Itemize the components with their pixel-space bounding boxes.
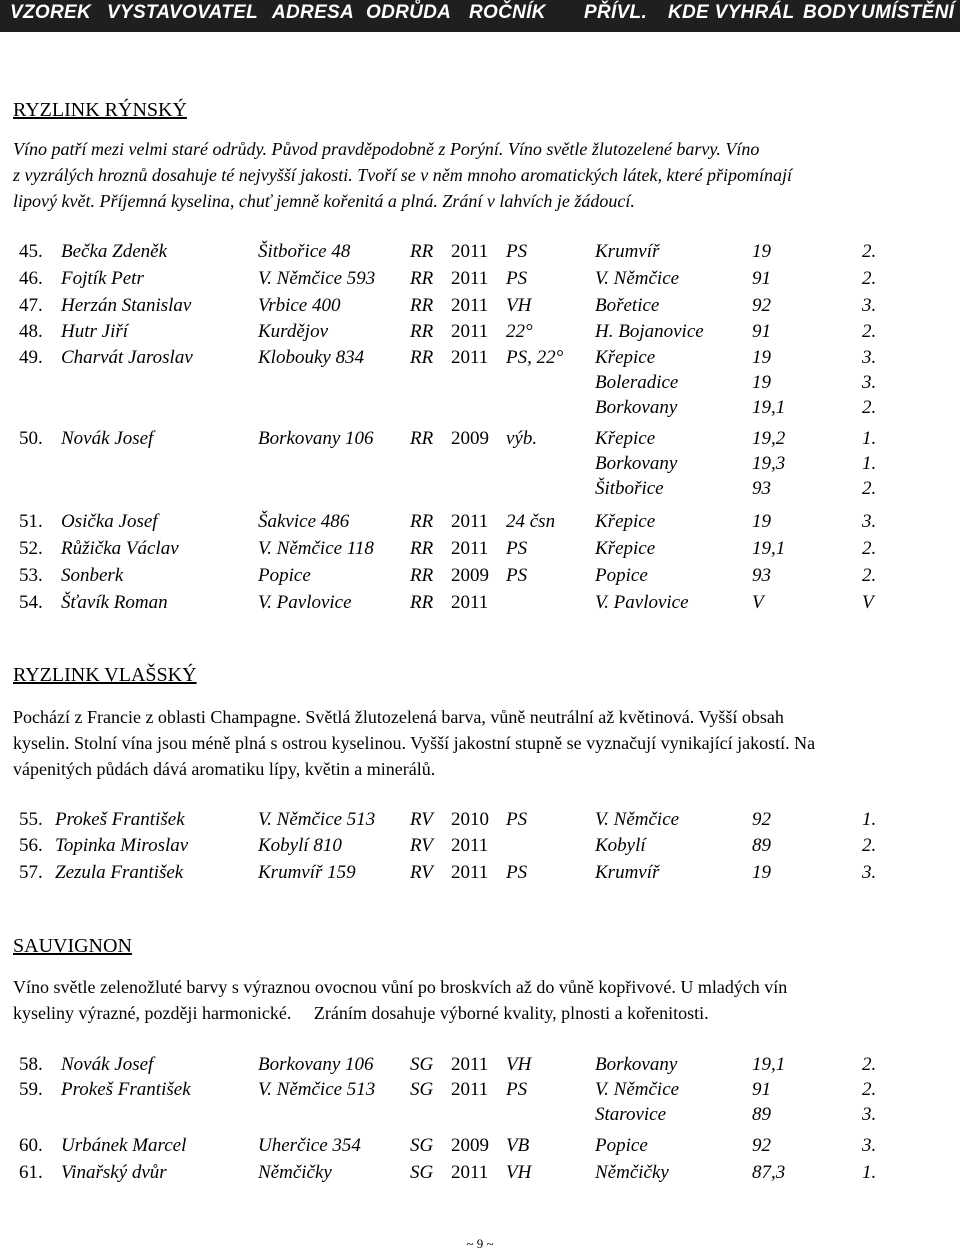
exhibitor-name: Osička Josef (61, 511, 158, 532)
points: 19,1 (752, 538, 786, 559)
points: 87,3 (752, 1162, 786, 1183)
placement: 1. (862, 428, 877, 449)
exhibitor-name: Novák Josef (61, 1054, 154, 1075)
placement: 1. (862, 809, 877, 830)
table-row (0, 372, 960, 398)
table-row (0, 592, 960, 618)
section-title-sauvignon: SAUVIGNON (13, 935, 132, 957)
table-row (0, 809, 960, 835)
exhibitor-address: V. Němčice 593 (258, 268, 376, 289)
table-row (0, 835, 960, 861)
section-description (13, 136, 943, 214)
variety-code: RR (410, 565, 434, 586)
variety-code: RR (410, 511, 434, 532)
wine-attribute: 22° (506, 321, 533, 342)
variety-code: SG (410, 1054, 434, 1075)
competition-location: Křepice (595, 428, 656, 449)
points: 19 (752, 241, 771, 262)
variety-code: RR (410, 268, 434, 289)
placement: 2. (862, 1079, 877, 1100)
competition-location: Borkovany (595, 1054, 678, 1075)
competition-location: Křepice (595, 347, 656, 368)
points: 91 (752, 321, 771, 342)
vintage-year: 2011 (451, 1162, 489, 1183)
competition-location: Němčičky (595, 1162, 669, 1183)
placement: 1. (862, 1162, 877, 1183)
exhibitor-address: V. Němčice 118 (258, 538, 374, 559)
placement: 3. (862, 295, 877, 316)
placement: 3. (862, 347, 877, 368)
entry-number: 54. (19, 592, 43, 613)
page-number: ~ 9 ~ (466, 1236, 494, 1251)
column-header-bar (0, 0, 960, 32)
placement: 3. (862, 1135, 877, 1156)
competition-location: V. Němčice (595, 268, 680, 289)
header-vzorek: VZOREK (10, 2, 91, 23)
competition-location: Šitbořice (595, 478, 664, 499)
table-row (0, 241, 960, 267)
exhibitor-name: Bečka Zdeněk (61, 241, 168, 262)
exhibitor-name: Zezula František (55, 862, 184, 883)
points: 89 (752, 835, 771, 856)
entry-number: 55. (19, 809, 43, 830)
variety-code: SG (410, 1162, 434, 1183)
section-title-ryzlink-rynsky: RYZLINK RÝNSKÝ (13, 99, 187, 121)
entry-number: 60. (19, 1135, 43, 1156)
exhibitor-address: Klobouky 834 (258, 347, 365, 368)
exhibitor-name: Prokeš František (61, 1079, 191, 1100)
competition-location: Starovice (595, 1104, 667, 1125)
description-line: lipový květ. Příjemná kyselina, chuť jemně kořenitá a plná. Zrání v lahvích je žádoucí. (13, 191, 635, 211)
exhibitor-name: Herzán Stanislav (61, 295, 192, 316)
variety-code: RV (410, 862, 433, 883)
table-row (0, 1104, 960, 1130)
exhibitor-name: Novák Josef (61, 428, 154, 449)
placement: 2. (862, 478, 877, 499)
section-description (13, 974, 943, 1026)
wine-attribute: PS, 22° (506, 347, 564, 368)
points: 92 (752, 809, 771, 830)
vintage-year: 2009 (451, 1135, 489, 1156)
vintage-year: 2011 (451, 268, 489, 289)
entry-number: 61. (19, 1162, 43, 1183)
exhibitor-name: Prokeš František (55, 809, 185, 830)
table-row (0, 862, 960, 888)
variety-code: RV (410, 809, 433, 830)
header-adresa: ADRESA (272, 2, 355, 23)
wine-attribute: VH (506, 295, 532, 316)
header-rocnik: ROČNÍK (469, 2, 546, 23)
exhibitor-address: Vrbice 400 (258, 295, 341, 316)
placement: 2. (862, 1054, 877, 1075)
variety-code: SG (410, 1079, 434, 1100)
vintage-year: 2011 (451, 347, 489, 368)
exhibitor-name: Sonberk (61, 565, 124, 586)
competition-location: V. Němčice (595, 809, 680, 830)
placement: 2. (862, 565, 877, 586)
exhibitor-address: V. Němčice 513 (258, 809, 376, 830)
competition-location: Borkovany (595, 397, 678, 418)
competition-location: Bořetice (595, 295, 660, 316)
placement: 2. (862, 538, 877, 559)
competition-location: Borkovany (595, 453, 678, 474)
table-row (0, 397, 960, 423)
table-row (0, 321, 960, 347)
exhibitor-name: Charvát Jaroslav (61, 347, 193, 368)
points: 19 (752, 372, 771, 393)
exhibitor-address: Kurdějov (258, 321, 329, 342)
vintage-year: 2010 (451, 809, 489, 830)
variety-code: RR (410, 241, 434, 262)
points: 19,1 (752, 397, 786, 418)
entry-number: 47. (19, 295, 43, 316)
table-row (0, 538, 960, 564)
variety-code: RR (410, 428, 434, 449)
competition-location: V. Pavlovice (595, 592, 689, 613)
vintage-year: 2011 (451, 511, 489, 532)
competition-location: Popice (595, 565, 648, 586)
wine-attribute: PS (506, 268, 528, 289)
exhibitor-name: Fojtík Petr (61, 268, 144, 289)
entry-number: 52. (19, 538, 43, 559)
points: 19,1 (752, 1054, 786, 1075)
vintage-year: 2011 (451, 241, 489, 262)
table-row (0, 1079, 960, 1105)
vintage-year: 2011 (451, 1079, 489, 1100)
points: 93 (752, 565, 771, 586)
exhibitor-address: Kobylí 810 (258, 835, 342, 856)
points: 92 (752, 1135, 771, 1156)
wine-attribute: VH (506, 1162, 532, 1183)
exhibitor-name: Šťavík Roman (61, 592, 168, 613)
table-row (0, 1135, 960, 1161)
points: 19,3 (752, 453, 786, 474)
wine-attribute: PS (506, 1079, 528, 1100)
placement: 3. (862, 862, 877, 883)
exhibitor-name: Vinařský dvůr (61, 1162, 167, 1183)
exhibitor-address: V. Němčice 513 (258, 1079, 376, 1100)
table-row (0, 347, 960, 373)
exhibitor-address: Popice (258, 565, 311, 586)
vintage-year: 2011 (451, 295, 489, 316)
variety-code: RR (410, 592, 434, 613)
competition-location: V. Němčice (595, 1079, 680, 1100)
vintage-year: 2011 (451, 862, 489, 883)
vintage-year: 2009 (451, 428, 489, 449)
entry-number: 56. (19, 835, 43, 856)
table-row (0, 453, 960, 479)
description-line: Víno světle zelenožluté barvy s výraznou ovocnou vůní po broskvích až do vůně kopřivové. U mladých vín (13, 977, 788, 997)
competition-location: Popice (595, 1135, 648, 1156)
points: 91 (752, 1079, 771, 1100)
competition-location: Křepice (595, 511, 656, 532)
entry-number: 46. (19, 268, 43, 289)
competition-location: H. Bojanovice (595, 321, 704, 342)
table-row (0, 1054, 960, 1080)
vintage-year: 2011 (451, 592, 489, 613)
vintage-year: 2011 (451, 835, 489, 856)
description-line: vápenitých půdách dává aromatiku lípy, květin a minerálů. (13, 759, 436, 779)
placement: V (862, 592, 874, 613)
section-title-ryzlink-vlassky: RYZLINK VLAŠSKÝ (13, 664, 197, 686)
variety-code: RV (410, 835, 433, 856)
section-description (13, 704, 943, 782)
points: V (752, 592, 764, 613)
wine-attribute: PS (506, 862, 528, 883)
placement: 2. (862, 321, 877, 342)
exhibitor-address: Borkovany 106 (258, 428, 374, 449)
table-row (0, 565, 960, 591)
variety-code: RR (410, 295, 434, 316)
exhibitor-address: Šakvice 486 (258, 511, 350, 532)
entry-number: 58. (19, 1054, 43, 1075)
vintage-year: 2011 (451, 538, 489, 559)
placement: 3. (862, 372, 877, 393)
exhibitor-name: Růžička Václav (61, 538, 179, 559)
competition-location: Krumvíř (595, 241, 660, 262)
entry-number: 57. (19, 862, 43, 883)
points: 92 (752, 295, 771, 316)
placement: 2. (862, 268, 877, 289)
table-row (0, 295, 960, 321)
vintage-year: 2009 (451, 565, 489, 586)
wine-attribute: PS (506, 809, 528, 830)
placement: 3. (862, 511, 877, 532)
points: 89 (752, 1104, 771, 1125)
competition-location: Boleradice (595, 372, 679, 393)
description-line: kyselin. Stolní vína jsou méně plná s ostrou kyselinou. Vyšší jakostní stupně se vyznačují vynikající jakostí. Na (13, 733, 816, 753)
entry-number: 59. (19, 1079, 43, 1100)
header-umisteni: UMÍSTĚNÍ (861, 2, 955, 23)
points: 91 (752, 268, 771, 289)
variety-code: RR (410, 347, 434, 368)
wine-attribute: výb. (506, 428, 538, 449)
competition-location: Křepice (595, 538, 656, 559)
description-line: z vyzrálých hroznů dosahuje té nejvyšší jakosti. Tvoří se v něm mnoho aromatických látek, které připomínají (13, 165, 793, 185)
placement: 3. (862, 1104, 877, 1125)
header-body: BODY (803, 2, 860, 23)
entry-number: 49. (19, 347, 43, 368)
wine-attribute: PS (506, 565, 528, 586)
placement: 2. (862, 835, 877, 856)
entry-number: 50. (19, 428, 43, 449)
wine-attribute: 24 čsn (506, 511, 556, 532)
wine-attribute: PS (506, 241, 528, 262)
points: 19,2 (752, 428, 786, 449)
description-line: Pochází z Francie z oblasti Champagne. Světlá žlutozelená barva, vůně neutrální až květinová. Vyšší obsah (13, 707, 784, 727)
competition-location: Kobylí (595, 835, 646, 856)
exhibitor-address: Krumvíř 159 (258, 862, 356, 883)
exhibitor-name: Hutr Jiří (61, 321, 129, 342)
wine-attribute: VH (506, 1054, 532, 1075)
exhibitor-address: Borkovany 106 (258, 1054, 374, 1075)
entry-number: 48. (19, 321, 43, 342)
wine-attribute: VB (506, 1135, 530, 1156)
exhibitor-address: Šitbořice 48 (258, 241, 351, 262)
variety-code: RR (410, 321, 434, 342)
header-vystavovatel: VYSTAVOVATEL (107, 2, 259, 23)
description-line: kyseliny výrazné, později harmonické. Zráním dosahuje výborné kvality, plnosti a kořenitosti. (13, 1003, 709, 1023)
exhibitor-address: Uherčice 354 (258, 1135, 361, 1156)
points: 19 (752, 511, 771, 532)
table-row (0, 268, 960, 294)
table-row (0, 428, 960, 454)
points: 19 (752, 347, 771, 368)
competition-location: Krumvíř (595, 862, 660, 883)
description-line: Víno patří mezi velmi staré odrůdy. Původ pravděpodobně z Porýní. Víno světle žlutozelené barvy. Víno (13, 139, 760, 159)
exhibitor-name: Topinka Miroslav (55, 835, 189, 856)
entry-number: 45. (19, 241, 43, 262)
entry-number: 51. (19, 511, 43, 532)
table-row (0, 1162, 960, 1188)
exhibitor-address: V. Pavlovice (258, 592, 352, 613)
exhibitor-address: Němčičky (258, 1162, 332, 1183)
table-row (0, 478, 960, 504)
entry-number: 53. (19, 565, 43, 586)
header-kde-vyhral: KDE VYHRÁL (668, 2, 795, 23)
header-odruda: ODRŮDA (366, 2, 452, 23)
points: 19 (752, 862, 771, 883)
points: 93 (752, 478, 771, 499)
placement: 2. (862, 397, 877, 418)
wine-attribute: PS (506, 538, 528, 559)
placement: 1. (862, 453, 877, 474)
variety-code: SG (410, 1135, 434, 1156)
vintage-year: 2011 (451, 1054, 489, 1075)
vintage-year: 2011 (451, 321, 489, 342)
variety-code: RR (410, 538, 434, 559)
placement: 2. (862, 241, 877, 262)
header-privl: PŘÍVL. (584, 2, 648, 23)
exhibitor-name: Urbánek Marcel (61, 1135, 187, 1156)
table-row (0, 511, 960, 537)
